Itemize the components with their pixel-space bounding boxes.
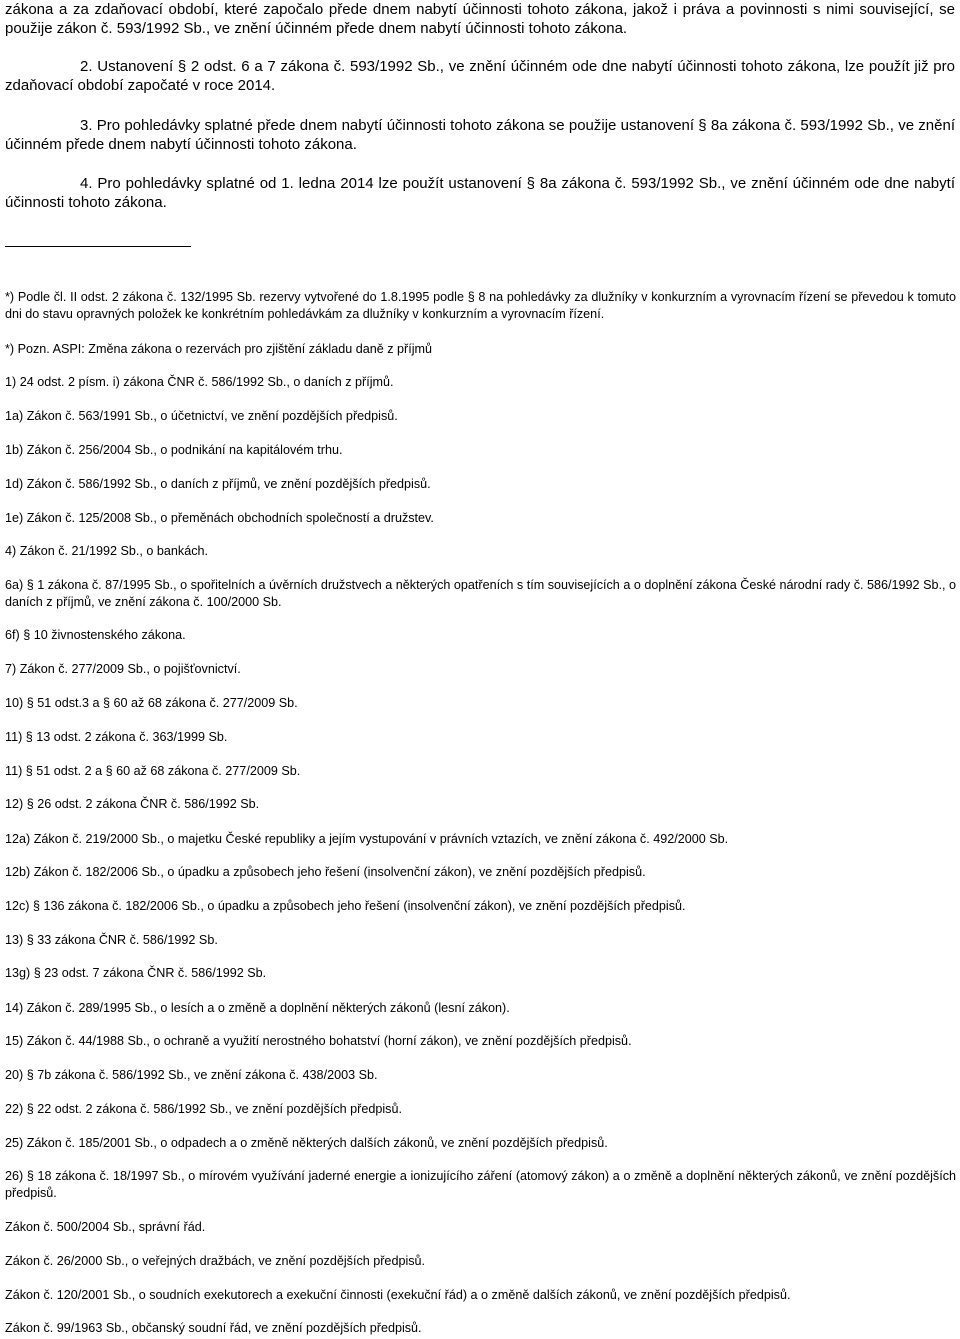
footnote: 12c) § 136 zákona č. 182/2006 Sb., o úpadku a způsobech jeho řešení (insolvenční zákon), ve znění pozdějších předpisů. xyxy=(5,899,686,913)
footnote: 6f) § 10 živnostenského zákona. xyxy=(5,628,186,642)
paragraph-2 xyxy=(5,57,955,95)
footnote: Zákon č. 99/1963 Sb., občanský soudní řád, ve znění pozdějších předpisů. xyxy=(5,1321,422,1335)
paragraph-1 xyxy=(5,0,955,38)
footnote: 14) Zákon č. 289/1995 Sb., o lesích a o změně a doplnění některých zákonů (lesní zákon). xyxy=(5,1001,510,1015)
paragraph-text: 4. Pro pohledávky splatné od 1. ledna 2014 lze použít ustanovení § 8a zákona č. 593/1992 Sb., ve znění účinném ode dne nabytí účinnosti tohoto zákona. xyxy=(5,175,955,211)
footnote: 1a) Zákon č. 563/1991 Sb., o účetnictví, ve znění pozdějších předpisů. xyxy=(5,409,398,423)
footnote: 4) Zákon č. 21/1992 Sb., o bankách. xyxy=(5,544,209,558)
footnote: 12a) Zákon č. 219/2000 Sb., o majetku České republiky a jejím vystupování v právních vztazích, ve znění zákona č. 492/2000 Sb. xyxy=(5,832,729,846)
footnote: *) Podle čl. II odst. 2 zákona č. 132/1995 Sb. rezervy vytvořené do 1.8.1995 podle § 8 na pohledávky za dlužníky v konkurzním a vyrovnacím řízení se převedou k tomuto dni do stavu opravných položek ke konkrétním pohledávkám za dlužníky v konkurzním a vyrovnacím řízení. xyxy=(5,290,956,321)
footnote: 22) § 22 odst. 2 zákona č. 586/1992 Sb., ve znění pozdějších předpisů. xyxy=(5,1102,402,1116)
footnote: Zákon č. 26/2000 Sb., o veřejných dražbách, ve znění pozdějších předpisů. xyxy=(5,1254,426,1268)
paragraph-text: zákona a za zdaňovací období, které započalo přede dnem nabytí účinnosti tohoto zákona, jakož i práva a povinnosti s nimi související, se použije zákon č. 593/1992 Sb., ve znění účinném přede dnem nabytí účinnosti tohoto zákona. xyxy=(5,1,955,37)
footnote: 12b) Zákon č. 182/2006 Sb., o úpadku a způsobech jeho řešení (insolvenční zákon), ve znění pozdějších předpisů. xyxy=(5,865,646,879)
footnote: 1b) Zákon č. 256/2004 Sb., o podnikání na kapitálovém trhu. xyxy=(5,443,343,457)
footnote: 13g) § 23 odst. 7 zákona ČNR č. 586/1992 Sb. xyxy=(5,966,267,980)
footnote: 6a) § 1 zákona č. 87/1995 Sb., o spořitelních a úvěrních družstvech a některých opatřeních s tím souvisejících a o doplnění zákona České národní rady č. 586/1992 Sb., o daních z příjmů, ve znění zákona č. 100/2000 Sb. xyxy=(5,578,956,609)
footnote: 12) § 26 odst. 2 zákona ČNR č. 586/1992 Sb. xyxy=(5,797,260,811)
paragraph-4 xyxy=(5,174,955,212)
footnote: 1e) Zákon č. 125/2008 Sb., o přeměnách obchodních společností a družstev. xyxy=(5,511,434,525)
footnote: 10) § 51 odst.3 a § 60 až 68 zákona č. 277/2009 Sb. xyxy=(5,696,298,710)
footnote: 26) § 18 zákona č. 18/1997 Sb., o mírovém využívání jaderné energie a ionizujícího záření (atomový zákon) a o změně a doplnění některých zákonů, ve znění pozdějších předpisů. xyxy=(5,1169,956,1200)
paragraph-text: 3. Pro pohledávky splatné přede dnem nabytí účinnosti tohoto zákona se použije ustanovení § 8a zákona č. 593/1992 Sb., ve znění účinném přede dnem nabytí účinnosti tohoto zákona. xyxy=(5,117,955,153)
paragraph-text: 2. Ustanovení § 2 odst. 6 a 7 zákona č. 593/1992 Sb., ve znění účinném ode dne nabytí účinnosti tohoto zákona, lze použít již pro zdaňovací období započaté v roce 2014. xyxy=(5,58,955,94)
footnote: 11) § 13 odst. 2 zákona č. 363/1999 Sb. xyxy=(5,730,228,744)
footnote: 1) 24 odst. 2 písm. i) zákona ČNR č. 586/1992 Sb., o daních z příjmů. xyxy=(5,375,394,389)
footnote: *) Pozn. ASPI: Změna zákona o rezervách pro zjištění základu daně z příjmů xyxy=(5,342,433,356)
footnote: 20) § 7b zákona č. 586/1992 Sb., ve znění zákona č. 438/2003 Sb. xyxy=(5,1068,378,1082)
footnote: 11) § 51 odst. 2 a § 60 až 68 zákona č. 277/2009 Sb. xyxy=(5,764,301,778)
footnote: Zákon č. 500/2004 Sb., správní řád. xyxy=(5,1220,206,1234)
footnote: 1d) Zákon č. 586/1992 Sb., o daních z příjmů, ve znění pozdějších předpisů. xyxy=(5,477,431,491)
footnote: 15) Zákon č. 44/1988 Sb., o ochraně a využití nerostného bohatství (horní zákon), ve znění pozdějších předpisů. xyxy=(5,1034,632,1048)
footnote: 25) Zákon č. 185/2001 Sb., o odpadech a o změně některých dalších zákonů, ve znění pozdějších předpisů. xyxy=(5,1136,608,1150)
paragraph-3 xyxy=(5,116,955,154)
footnote: 7) Zákon č. 277/2009 Sb., o pojišťovnictví. xyxy=(5,662,241,676)
footnote: 13) § 33 zákona ČNR č. 586/1992 Sb. xyxy=(5,933,218,947)
footnote: Zákon č. 120/2001 Sb., o soudních exekutorech a exekuční činnosti (exekuční řád) a o změně dalších zákonů, ve znění pozdějších předpisů. xyxy=(5,1288,791,1302)
footnote-divider xyxy=(5,246,191,247)
